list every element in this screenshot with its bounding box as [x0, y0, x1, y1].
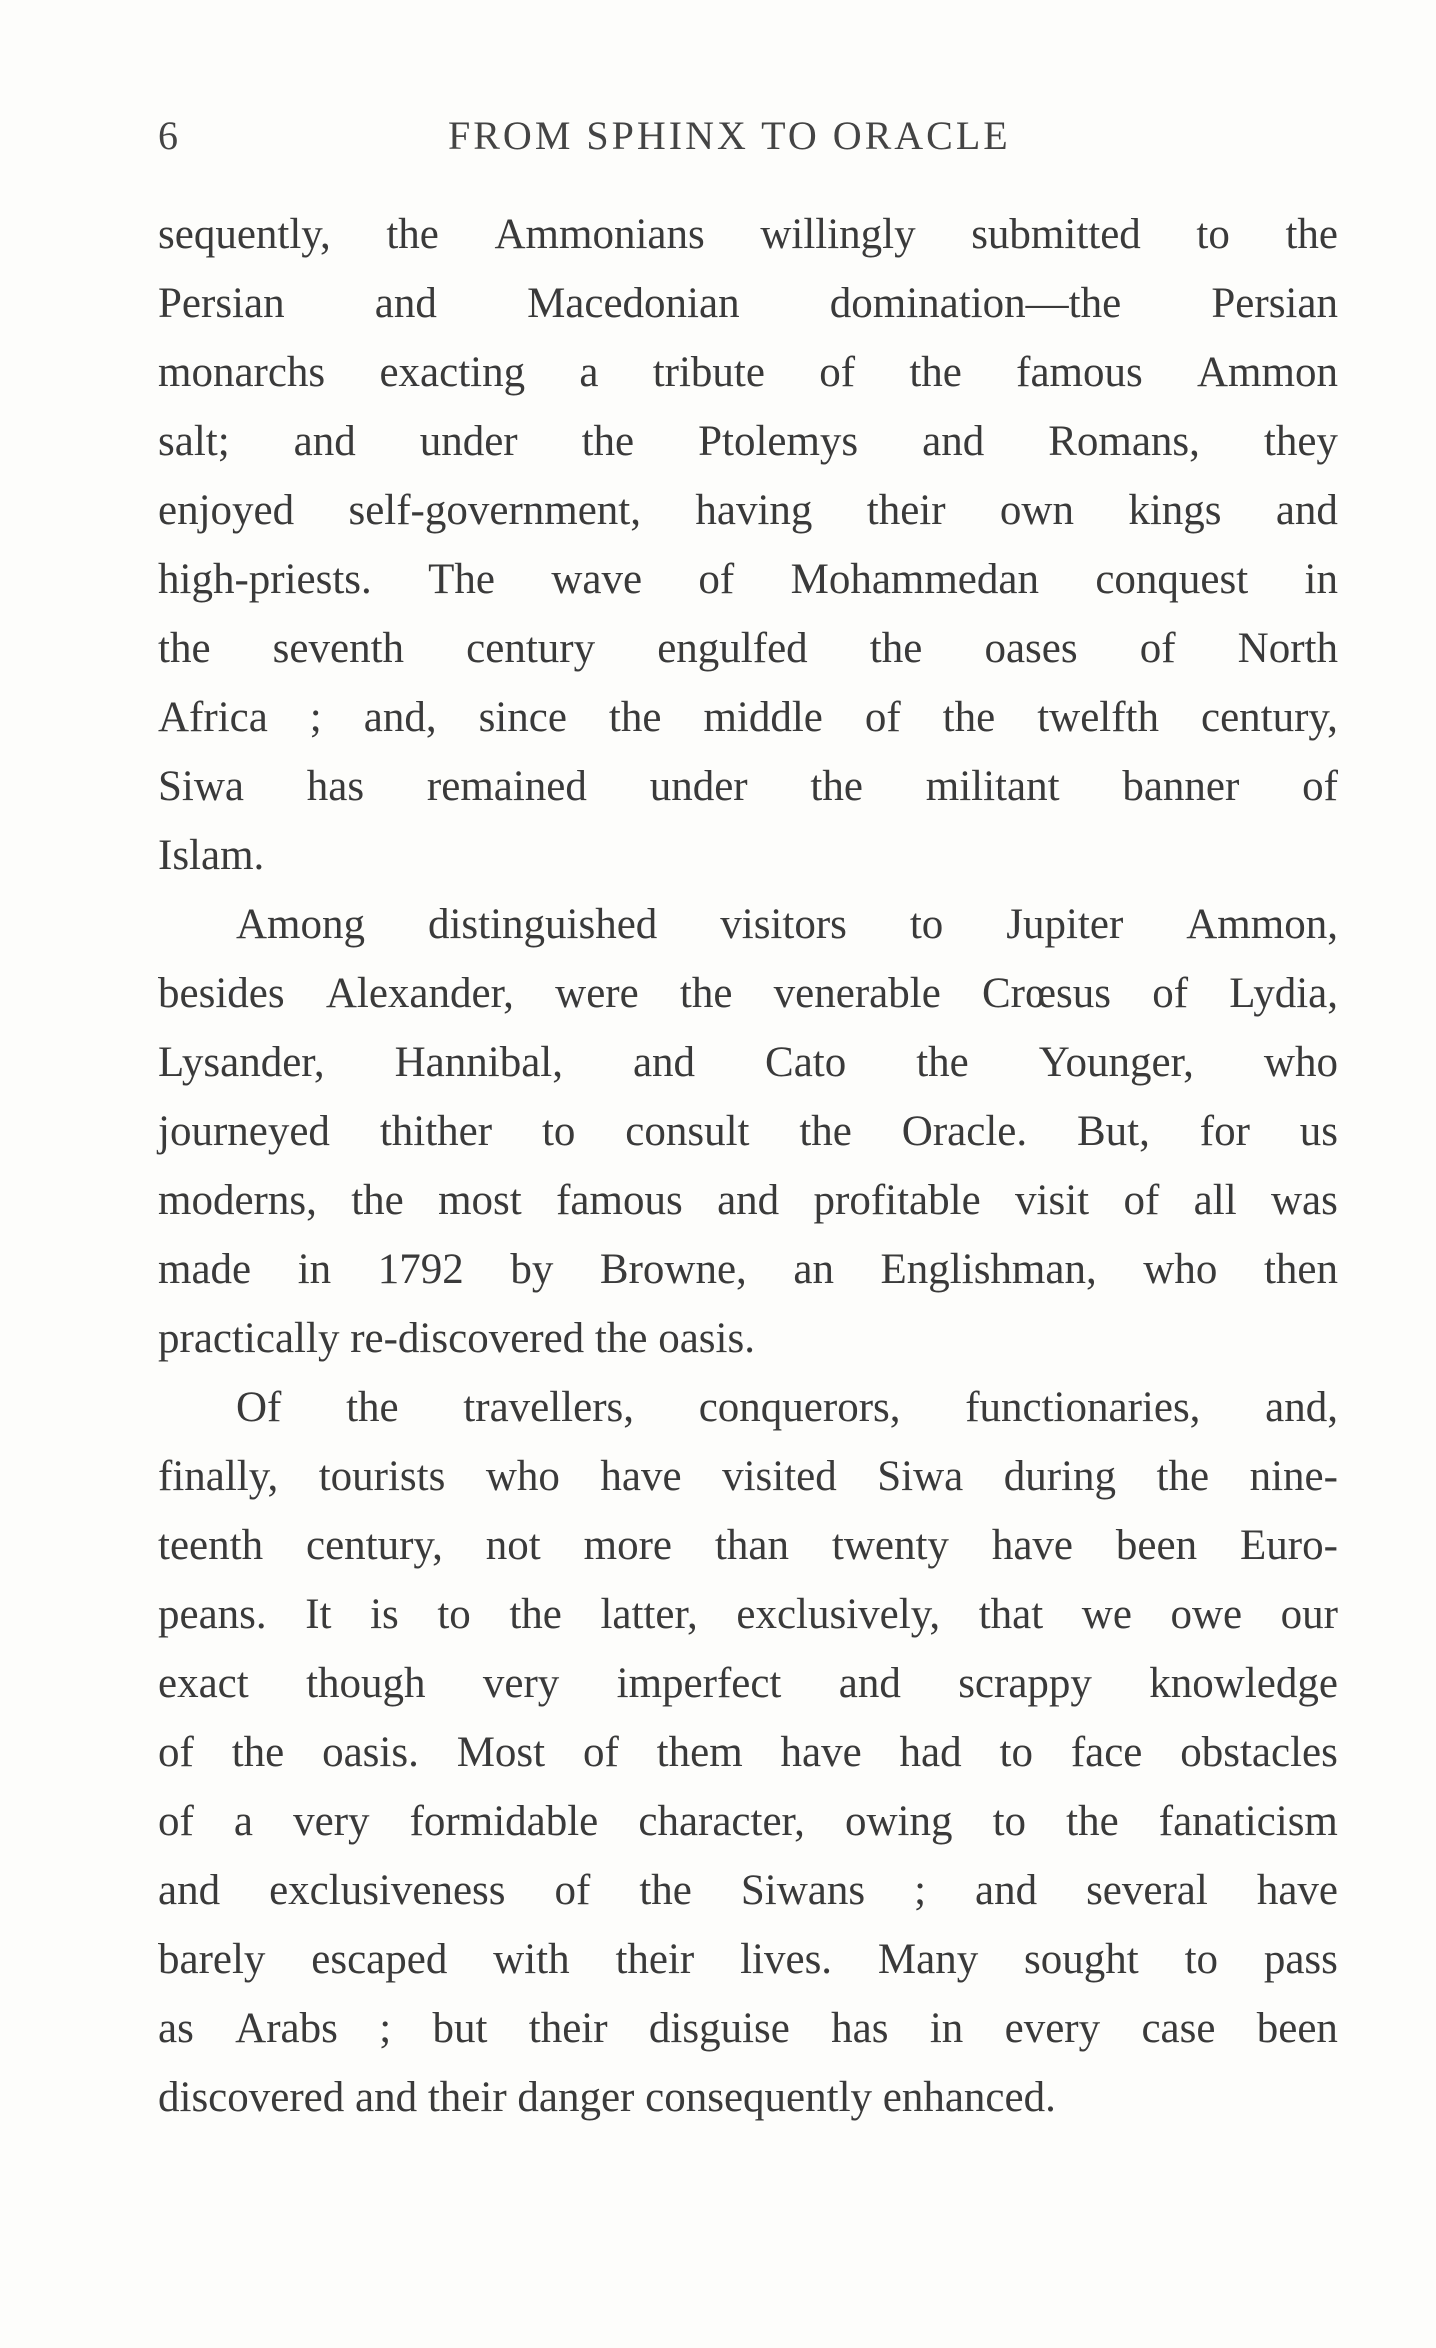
text-line: Africa ; and, since the middle of the twelfth century,	[158, 694, 1338, 741]
text-line: moderns, the most famous and profitable visit of all was	[158, 1177, 1338, 1224]
paragraph	[158, 200, 1338, 890]
text-line: of the oasis. Most of them have had to face obstacles	[158, 1729, 1338, 1776]
running-title: FROM SPHINX TO ORACLE	[448, 113, 1011, 158]
text-line: Islam.	[158, 832, 265, 879]
page-header	[158, 112, 1338, 172]
paragraph	[158, 890, 1338, 1373]
text-line: finally, tourists who have visited Siwa during the nine-	[158, 1453, 1338, 1500]
text-line: high-priests. The wave of Mohammedan conquest in	[158, 556, 1338, 603]
text-line: Of the travellers, conquerors, functionaries, and,	[236, 1384, 1338, 1431]
text-line: exact though very imperfect and scrappy knowledge	[158, 1660, 1338, 1707]
text-line: made in 1792 by Browne, an Englishman, who then	[158, 1246, 1338, 1293]
text-line: discovered and their danger consequently enhanced.	[158, 2074, 1056, 2121]
text-line: Among distinguished visitors to Jupiter Ammon,	[236, 901, 1338, 948]
text-line: sequently, the Ammonians willingly submitted to the	[158, 211, 1338, 258]
text-line: as Arabs ; but their disguise has in every case been	[158, 2005, 1338, 2052]
text-line: of a very formidable character, owing to the fanaticism	[158, 1798, 1338, 1845]
paragraph	[158, 1373, 1338, 2132]
body-text	[158, 200, 1338, 2132]
text-line: peans. It is to the latter, exclusively, that we owe our	[158, 1591, 1338, 1638]
text-line: Persian and Macedonian domination—the Persian	[158, 280, 1338, 327]
text-line: Siwa has remained under the militant banner of	[158, 763, 1338, 810]
text-line: salt; and under the Ptolemys and Romans, they	[158, 418, 1338, 465]
text-line: the seventh century engulfed the oases of North	[158, 625, 1338, 672]
text-line: Lysander, Hannibal, and Cato the Younger, who	[158, 1039, 1338, 1086]
text-line: and exclusiveness of the Siwans ; and several have	[158, 1867, 1338, 1914]
text-line: barely escaped with their lives. Many sought to pass	[158, 1936, 1338, 1983]
text-line: enjoyed self-government, having their own kings and	[158, 487, 1338, 534]
text-line: journeyed thither to consult the Oracle. But, for us	[158, 1108, 1338, 1155]
page-number: 6	[158, 113, 180, 158]
text-line: practically re-discovered the oasis.	[158, 1315, 755, 1362]
text-line: monarchs exacting a tribute of the famous Ammon	[158, 349, 1338, 396]
text-line: teenth century, not more than twenty have been Euro-	[158, 1522, 1338, 1569]
text-line: besides Alexander, were the venerable Crœsus of Lydia,	[158, 970, 1338, 1017]
